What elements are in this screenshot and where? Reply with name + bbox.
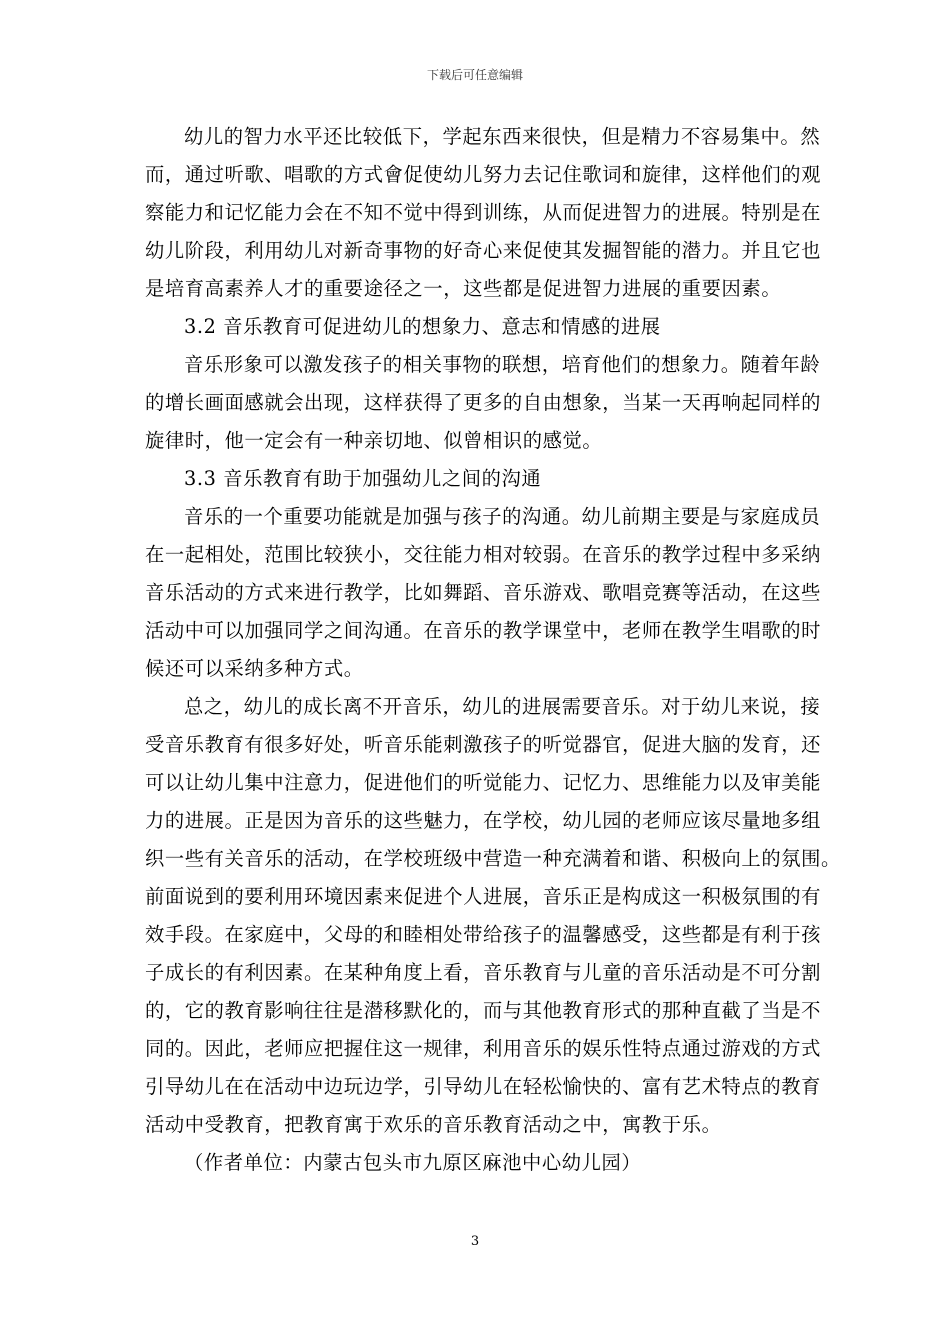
text-line: 子成长的有利因素。在某种角度上看，音乐教育与儿童的音乐活动是不可分割	[145, 961, 821, 984]
text-line: 音乐活动的方式来进行教学，比如舞蹈、音乐游戏、歌唱竞赛等活动，在这些	[145, 581, 821, 604]
text-line: 引导幼儿在在活动中边玩边学，引导幼儿在轻松愉快的、富有艺术特点的教育	[145, 1075, 821, 1098]
text-line: 总之，幼儿的成长离不开音乐，幼儿的进展需要音乐。对于幼儿来说，接	[184, 695, 821, 718]
text-line: 旋律时，他一定会有一种亲切地、似曾相识的感觉。	[145, 429, 603, 452]
document-body	[145, 118, 841, 1182]
text-line: 的，它的教育影响往往是潜移默化的，而与其他教育形式的那种直截了当是不	[145, 999, 821, 1022]
text-line: 活动中可以加强同学之间沟通。在音乐的教学课堂中，老师在教学生唱歌的时	[145, 619, 821, 642]
text-line: 察能力和记忆能力会在不知不觉中得到训练，从而促进智力的进展。特别是在	[145, 201, 821, 224]
text-line: （作者单位：内蒙古包头市九原区麻池中心幼儿园）	[184, 1151, 642, 1174]
text-line: 前面说到的要利用环境因素来促进个人进展，音乐正是构成这一积极氛围的有	[145, 885, 821, 908]
page-number: 3	[470, 1234, 480, 1249]
text-line: 幼儿阶段，利用幼儿对新奇事物的好奇心来促使其发掘智能的潜力。并且它也	[145, 239, 821, 262]
text-line: 3.3 音乐教育有助于加强幼儿之间的沟通	[184, 467, 542, 490]
text-line: 受音乐教育有很多好处，听音乐能刺激孩子的听觉器官，促进大脑的发育，还	[145, 733, 821, 756]
text-line: 是培育高素养人才的重要途径之一，这些都是促进智力进展的重要因素。	[145, 277, 782, 300]
text-line: 可以让幼儿集中注意力，促进他们的听觉能力、记忆力、思维能力以及审美能	[145, 771, 821, 794]
text-line: 幼儿的智力水平还比较低下，学起东西来很快，但是精力不容易集中。然	[184, 125, 821, 148]
text-line: 力的进展。正是因为音乐的这些魅力，在学校，幼儿园的老师应该尽量地多组	[145, 809, 821, 832]
text-line: 3.2 音乐教育可促进幼儿的想象力、意志和情感的进展	[184, 315, 661, 338]
text-line: 织一些有关音乐的活动，在学校班级中营造一种充满着和谐、积极向上的氛围。	[145, 847, 841, 870]
text-line: 的增长画面感就会出现，这样获得了更多的自由想象，当某一天再响起同样的	[145, 391, 821, 414]
text-line: 活动中受教育，把教育寓于欢乐的音乐教育活动之中，寓教于乐。	[145, 1113, 722, 1136]
text-line: 音乐的一个重要功能就是加强与孩子的沟通。幼儿前期主要是与家庭成员	[184, 505, 821, 528]
text-line: 候还可以采纳多种方式。	[145, 657, 364, 680]
text-line: 效手段。在家庭中，父母的和睦相处带给孩子的温馨感受，这些都是有利于孩	[145, 923, 821, 946]
text-line: 音乐形象可以激发孩子的相关事物的联想，培育他们的想象力。随着年龄	[184, 353, 821, 376]
page-header: 下载后可任意编辑	[426, 68, 523, 82]
text-line: 而，通过听歌、唱歌的方式會促使幼儿努力去记住歌词和旋律，这样他们的观	[145, 163, 821, 186]
text-line: 在一起相处，范围比较狭小，交往能力相对较弱。在音乐的教学过程中多采纳	[145, 543, 821, 566]
text-line: 同的。因此，老师应把握住这一规律，利用音乐的娱乐性特点通过游戏的方式	[145, 1037, 821, 1060]
